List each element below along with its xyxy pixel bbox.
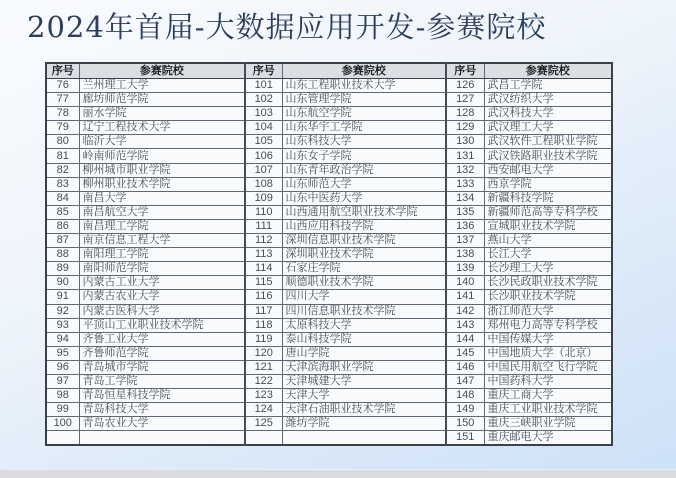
- table-row: [46, 135, 612, 149]
- cell-index: 108: [245, 177, 282, 191]
- cell-school: 山东华宇工学院: [282, 121, 446, 135]
- cell-index: 147: [446, 374, 484, 388]
- table-row: [46, 219, 612, 233]
- cell-index: 90: [46, 276, 79, 290]
- cell-index: 122: [245, 374, 282, 388]
- cell-index: 131: [446, 149, 484, 163]
- cell-school: 武汉铁路职业技术学院: [484, 149, 612, 163]
- cell-school: 太原科技大学: [282, 318, 446, 332]
- cell-index: 109: [245, 191, 282, 205]
- cell-index: 102: [245, 93, 282, 107]
- cell-school: 宣城职业技术学院: [484, 219, 612, 233]
- cell-index: 116: [245, 290, 282, 304]
- cell-index: 91: [46, 290, 79, 304]
- cell-index: 85: [46, 205, 79, 219]
- header-index-col2: 序号: [245, 63, 282, 79]
- cell-school: 临沂大学: [79, 135, 245, 149]
- cell-school: 郑州电力高等专科学校: [484, 318, 612, 332]
- cell-index: 148: [446, 389, 484, 403]
- cell-index: 136: [446, 219, 484, 233]
- cell-school: 内蒙古农业大学: [79, 290, 245, 304]
- cell-index: 107: [245, 163, 282, 177]
- table-row: [46, 79, 612, 93]
- cell-school: 长沙理工大学: [484, 262, 612, 276]
- cell-index: 137: [446, 234, 484, 248]
- cell-index: 149: [446, 403, 484, 417]
- table-row: [46, 304, 612, 318]
- cell-school: 武昌工学院: [484, 79, 612, 93]
- cell-index: 139: [446, 262, 484, 276]
- header-index-col1: 序号: [46, 63, 79, 79]
- cell-school: 内蒙古医科大学: [79, 304, 245, 318]
- cell-school: 新疆科技学院: [484, 191, 612, 205]
- cell-index: 138: [446, 248, 484, 262]
- cell-index: 104: [245, 121, 282, 135]
- bottom-strip: [0, 469, 676, 478]
- cell-school: 南阳师范学院: [79, 262, 245, 276]
- cell-school: 齐鲁师范学院: [79, 346, 245, 360]
- cell-school: 南昌大学: [79, 191, 245, 205]
- cell-index: 127: [446, 93, 484, 107]
- cell-school: 内蒙古工业大学: [79, 276, 245, 290]
- cell-index: 141: [446, 290, 484, 304]
- cell-school: 山东女子学院: [282, 149, 446, 163]
- cell-school: 山东管理学院: [282, 93, 446, 107]
- cell-school: 天津大学: [282, 389, 446, 403]
- table-row: [46, 290, 612, 304]
- cell-school: 青岛农业大学: [79, 417, 245, 431]
- cell-index: [245, 431, 282, 446]
- cell-school: 武汉纺织大学: [484, 93, 612, 107]
- cell-school: 重庆工商大学: [484, 389, 612, 403]
- cell-index: 135: [446, 205, 484, 219]
- cell-index: 88: [46, 248, 79, 262]
- cell-index: 123: [245, 389, 282, 403]
- cell-index: 143: [446, 318, 484, 332]
- cell-index: 93: [46, 318, 79, 332]
- header-school-col2: 参赛院校: [282, 63, 446, 79]
- table-row: [46, 346, 612, 360]
- cell-index: 110: [245, 205, 282, 219]
- table-row: [46, 389, 612, 403]
- cell-school: 中国传媒大学: [484, 332, 612, 346]
- cell-index: 129: [446, 121, 484, 135]
- cell-index: 150: [446, 417, 484, 431]
- cell-index: 83: [46, 177, 79, 191]
- cell-index: 111: [245, 219, 282, 233]
- cell-school: 西安邮电大学: [484, 163, 612, 177]
- cell-school: 辽宁工程技术大学: [79, 121, 245, 135]
- cell-index: 103: [245, 107, 282, 121]
- cell-school: 青岛科技大学: [79, 403, 245, 417]
- cell-school: 山东科技大学: [282, 135, 446, 149]
- cell-index: 82: [46, 163, 79, 177]
- cell-index: 94: [46, 332, 79, 346]
- cell-school: 南昌航空大学: [79, 205, 245, 219]
- header-row: [46, 63, 612, 79]
- cell-school: 柳州职业技术学院: [79, 177, 245, 191]
- cell-index: 95: [46, 346, 79, 360]
- cell-index: 128: [446, 107, 484, 121]
- cell-index: 80: [46, 135, 79, 149]
- cell-school: 武汉理工大学: [484, 121, 612, 135]
- cell-school: 长沙民政职业技术学院: [484, 276, 612, 290]
- table-row: [46, 163, 612, 177]
- header-index-col3: 序号: [446, 63, 484, 79]
- page-title: 2024年首届-大数据应用开发-参赛院校: [27, 10, 547, 44]
- table-row: [46, 276, 612, 290]
- cell-index: 92: [46, 304, 79, 318]
- cell-index: 120: [245, 346, 282, 360]
- cell-school: 重庆邮电大学: [484, 431, 612, 446]
- cell-school: 青岛城市学院: [79, 360, 245, 374]
- cell-school: 四川大学: [282, 290, 446, 304]
- cell-school: 唐山学院: [282, 346, 446, 360]
- cell-school: 四川信息职业技术学院: [282, 304, 446, 318]
- cell-school: 泰山科技学院: [282, 332, 446, 346]
- cell-school: [282, 431, 446, 446]
- cell-school: 燕山大学: [484, 234, 612, 248]
- table-row: [46, 262, 612, 276]
- table-row: [46, 93, 612, 107]
- cell-index: 132: [446, 163, 484, 177]
- cell-index: 89: [46, 262, 79, 276]
- cell-school: 深圳职业技术学院: [282, 248, 446, 262]
- cell-index: 126: [446, 79, 484, 93]
- cell-school: 武汉软件工程职业学院: [484, 135, 612, 149]
- cell-index: 98: [46, 389, 79, 403]
- cell-index: [46, 431, 79, 446]
- cell-index: 99: [46, 403, 79, 417]
- cell-index: 86: [46, 219, 79, 233]
- cell-index: 146: [446, 360, 484, 374]
- cell-school: 深圳信息职业技术学院: [282, 234, 446, 248]
- cell-index: 113: [245, 248, 282, 262]
- cell-index: 100: [46, 417, 79, 431]
- table-row: [46, 318, 612, 332]
- cell-index: 114: [245, 262, 282, 276]
- cell-school: 西京学院: [484, 177, 612, 191]
- cell-index: 125: [245, 417, 282, 431]
- cell-school: 山东中医药大学: [282, 191, 446, 205]
- cell-school: 潍坊学院: [282, 417, 446, 431]
- cell-index: 78: [46, 107, 79, 121]
- cell-school: 长沙职业技术学院: [484, 290, 612, 304]
- cell-school: [79, 431, 245, 446]
- cell-school: 天津城建大学: [282, 374, 446, 388]
- cell-school: 山西应用科技学院: [282, 219, 446, 233]
- table-row: [46, 205, 612, 219]
- cell-school: 新疆师范高等专科学校: [484, 205, 612, 219]
- cell-school: 丽水学院: [79, 107, 245, 121]
- cell-index: 84: [46, 191, 79, 205]
- cell-index: 124: [245, 403, 282, 417]
- cell-index: 112: [245, 234, 282, 248]
- cell-school: 兰州理工大学: [79, 79, 245, 93]
- cell-school: 中国地质大学（北京）: [484, 346, 612, 360]
- table-row: [46, 107, 612, 121]
- cell-school: 平顶山工业职业技术学院: [79, 318, 245, 332]
- cell-index: 81: [46, 149, 79, 163]
- table-row: [46, 360, 612, 374]
- table-row: [46, 234, 612, 248]
- cell-school: 青岛恒星科技学院: [79, 389, 245, 403]
- header-school-col3: 参赛院校: [484, 63, 612, 79]
- cell-school: 顺德职业技术学院: [282, 276, 446, 290]
- cell-school: 石家庄学院: [282, 262, 446, 276]
- cell-index: 87: [46, 234, 79, 248]
- cell-index: 134: [446, 191, 484, 205]
- cell-index: 119: [245, 332, 282, 346]
- cell-school: 山东工程职业技术大学: [282, 79, 446, 93]
- table-row: [46, 149, 612, 163]
- participants-table: [45, 62, 613, 446]
- cell-index: 115: [245, 276, 282, 290]
- table-row: [46, 431, 612, 446]
- header-school-col1: 参赛院校: [79, 63, 245, 79]
- cell-school: 南京信息工程大学: [79, 234, 245, 248]
- cell-index: 79: [46, 121, 79, 135]
- cell-school: 山东青年政治学院: [282, 163, 446, 177]
- cell-index: 118: [245, 318, 282, 332]
- table-row: [46, 121, 612, 135]
- cell-school: 柳州城市职业学院: [79, 163, 245, 177]
- cell-school: 岭南师范学院: [79, 149, 245, 163]
- cell-school: 重庆工业职业技术学院: [484, 403, 612, 417]
- cell-index: 145: [446, 346, 484, 360]
- cell-school: 中国民用航空飞行学院: [484, 360, 612, 374]
- cell-school: 齐鲁工业大学: [79, 332, 245, 346]
- table-row: [46, 403, 612, 417]
- cell-index: 106: [245, 149, 282, 163]
- cell-index: 144: [446, 332, 484, 346]
- cell-school: 长江大学: [484, 248, 612, 262]
- cell-school: 山西通用航空职业技术学院: [282, 205, 446, 219]
- table-row: [46, 191, 612, 205]
- cell-index: 117: [245, 304, 282, 318]
- cell-school: 南阳理工学院: [79, 248, 245, 262]
- cell-index: 77: [46, 93, 79, 107]
- cell-school: 山东航空学院: [282, 107, 446, 121]
- cell-index: 101: [245, 79, 282, 93]
- cell-index: 96: [46, 360, 79, 374]
- table-row: [46, 248, 612, 262]
- cell-index: 97: [46, 374, 79, 388]
- cell-index: 76: [46, 79, 79, 93]
- table-row: [46, 332, 612, 346]
- cell-school: 青岛工学院: [79, 374, 245, 388]
- cell-index: 142: [446, 304, 484, 318]
- cell-school: 南昌理工学院: [79, 219, 245, 233]
- cell-index: 140: [446, 276, 484, 290]
- cell-school: 天津石油职业技术学院: [282, 403, 446, 417]
- table-header: [46, 63, 612, 79]
- cell-school: 浙江师范大学: [484, 304, 612, 318]
- table-body: [46, 79, 612, 446]
- cell-index: 151: [446, 431, 484, 446]
- cell-school: 中国药科大学: [484, 374, 612, 388]
- cell-school: 天津滨海职业学院: [282, 360, 446, 374]
- cell-school: 山东师范大学: [282, 177, 446, 191]
- cell-school: 重庆三峡职业学院: [484, 417, 612, 431]
- table-row: [46, 177, 612, 191]
- cell-school: 廊坊师范学院: [79, 93, 245, 107]
- cell-index: 105: [245, 135, 282, 149]
- cell-index: 133: [446, 177, 484, 191]
- cell-index: 130: [446, 135, 484, 149]
- table-row: [46, 374, 612, 388]
- cell-school: 武汉科技大学: [484, 107, 612, 121]
- table-row: [46, 417, 612, 431]
- cell-index: 121: [245, 360, 282, 374]
